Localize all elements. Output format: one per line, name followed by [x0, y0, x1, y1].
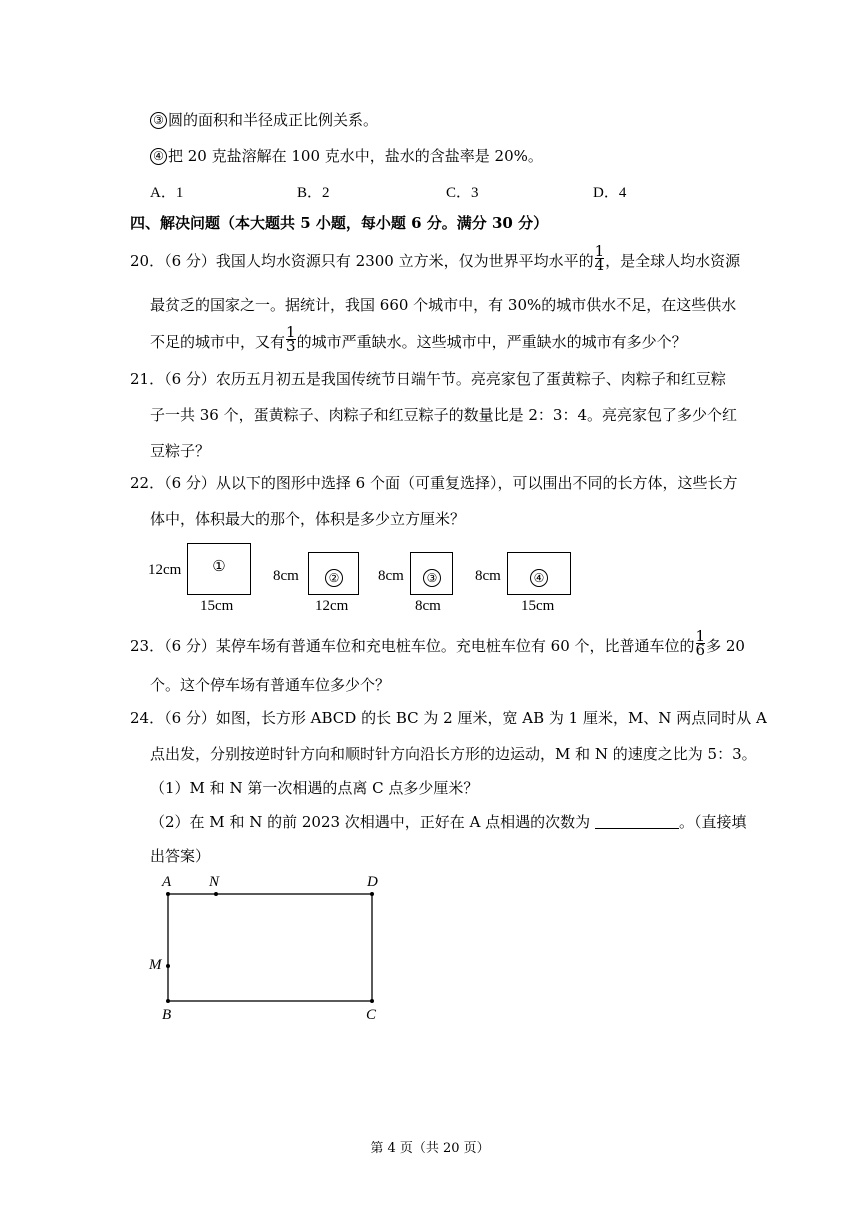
q23-line-2: 个。这个停车场有普通车位多少个？ [150, 676, 391, 694]
label-c: C [366, 1007, 377, 1023]
figure-4-bottom-label: 15cm [521, 598, 555, 614]
label-n: N [209, 874, 220, 890]
figure-3-bottom-label: 8cm [415, 598, 441, 614]
figure-2-side-label: 8cm [273, 568, 299, 584]
figure-1-side-label: 12cm [148, 562, 182, 578]
label-d: D [367, 874, 378, 890]
point-a [166, 892, 170, 896]
point-m [166, 964, 170, 968]
q19-item-3: ③ 圆的面积和半径成正比例关系。 [150, 110, 378, 130]
option-a: A．1 [150, 185, 184, 201]
q21-line-2: 子一共 36 个，蛋黄粽子、肉粽子和红豆粽子的数量比是 2：3：4。亮亮家包了多少个红 [150, 406, 738, 424]
label-m: M [149, 957, 162, 973]
option-b: B．2 [297, 185, 330, 201]
figure-2-marker: ② [325, 569, 343, 587]
q24-sub-2: （2）在 M 和 N 的前 2023 次相遇中，正好在 A 点相遇的次数为 。（直接填 [150, 813, 747, 831]
circled-marker: ④ [150, 148, 167, 165]
point-c [370, 999, 374, 1003]
figure-3-side-label: 8cm [378, 568, 404, 584]
figure-3-marker: ③ [423, 569, 441, 587]
fraction: $\frac{1}{4}$ [594, 241, 605, 274]
circled-marker: ③ [150, 112, 167, 129]
point-b [166, 999, 170, 1003]
fraction: $\frac{1}{3}$ [286, 322, 296, 355]
q20-line-1: 20．（6 分）我国人均水资源只有 2300 立方米，仅为世界平均水平的 $\frac{1}{4}$ ，是全球人均水资源 [130, 241, 741, 274]
q20-line-3: 不足的城市中，又有 $\frac{1}{3}$ 的城市严重缺水。这些城市中，严重缺水的城市有多少个？ [150, 322, 687, 355]
q24-sub-2-cont: 出答案） [150, 847, 211, 865]
figure-1-marker: ① [212, 557, 226, 575]
q24-sub-1: （1）M 和 N 第一次相遇的点离 C 点多少厘米？ [150, 779, 479, 797]
q20-line-2: 最贫乏的国家之一。据统计，我国 660 个城市中，有 30%的城市供水不足，在这些供水 [150, 296, 737, 314]
label-b: B [162, 1007, 172, 1023]
q22-line-1: 22．（6 分）从以下的图形中选择 6 个面（可重复选择），可以围出不同的长方体，这些长方 [130, 474, 738, 492]
q24-line-1: 24．（6 分）如图，长方形 ABCD 的长 BC 为 2 厘米，宽 AB 为 1 厘米，M、N 两点同时从 A [130, 709, 767, 727]
q24-line-2: 点出发，分别按逆时针方向和顺时针方向沿长方形的边运动，M 和 N 的速度之比为 5：3。 [150, 745, 757, 763]
section-header: 四、解决问题（本大题共 5 小题，每小题 6 分。满分 30 分） [130, 214, 549, 232]
figure-4-side-label: 8cm [475, 568, 501, 584]
point-d [370, 892, 374, 896]
figure-2-bottom-label: 12cm [315, 598, 349, 614]
q23-line-1: 23．（6 分）某停车场有普通车位和充电桩车位。充电桩车位有 60 个，比普通车位的 $\frac{1}{6}$ 多 20 [130, 626, 745, 659]
figure-1-bottom-label: 15cm [200, 598, 234, 614]
point-n [214, 892, 218, 896]
q21-line-1: 21．（6 分）农历五月初五是我国传统节日端午节。亮亮家包了蛋黄粽子、肉粽子和红豆粽 [130, 370, 726, 388]
page-footer: 第 4 页（共 20 页） [370, 1141, 490, 1156]
figure-4-marker: ④ [530, 569, 548, 587]
rectangle-abcd [168, 894, 372, 1001]
option-d: D．4 [593, 185, 627, 201]
option-c: C．3 [446, 185, 479, 201]
fraction: $\frac{1}{6}$ [695, 626, 706, 659]
label-a: A [162, 874, 172, 890]
q19-item-4: ④ 把 20 克盐溶解在 100 克水中，盐水的含盐率是 20%。 [150, 146, 543, 166]
q21-line-3: 豆粽子？ [150, 442, 211, 460]
q22-line-2: 体中，体积最大的那个，体积是多少立方厘米？ [150, 510, 466, 528]
